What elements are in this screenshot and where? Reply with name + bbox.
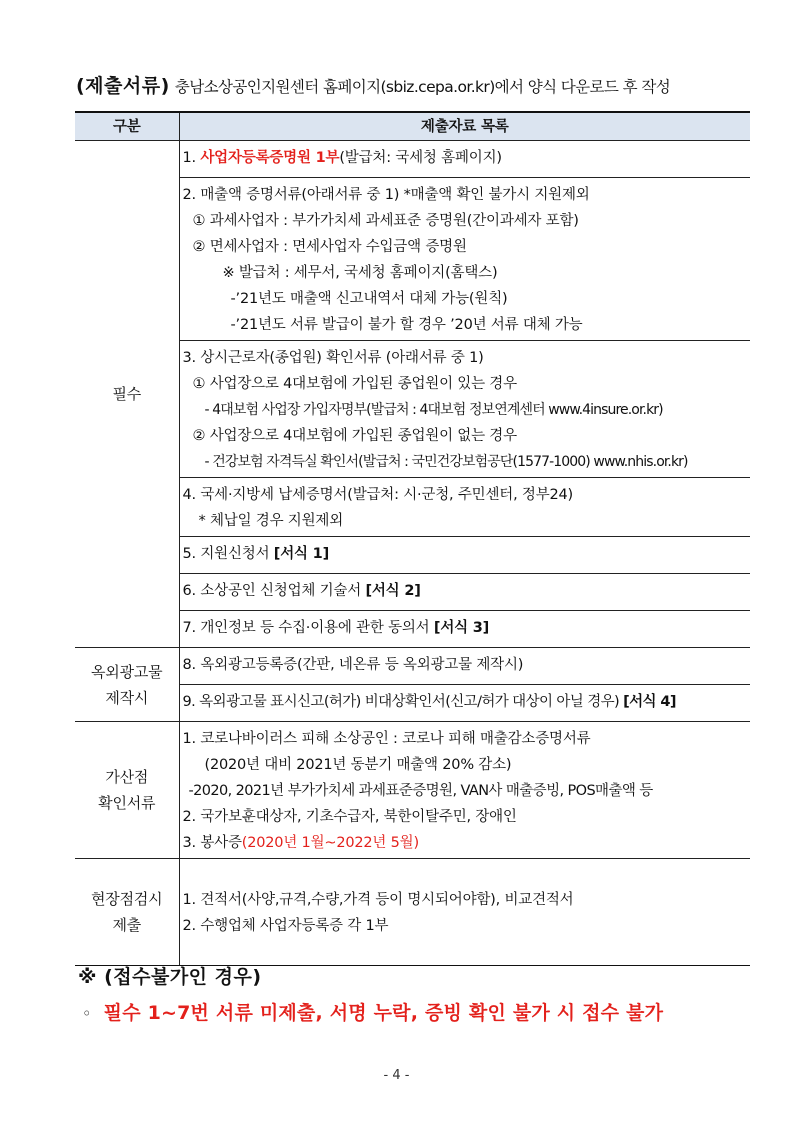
category-required: 필수 xyxy=(75,141,179,648)
table-row xyxy=(75,648,750,685)
item-6 xyxy=(179,574,750,611)
item-1 xyxy=(179,141,750,178)
item-4 xyxy=(179,478,750,537)
bonus-line2: (2020년 대비 2021년 동분기 매출액 20% 감소) xyxy=(204,757,512,773)
table-row xyxy=(75,859,750,966)
category-onsite-line2: 제출 xyxy=(112,916,142,934)
page-number: - 4 - xyxy=(383,1068,410,1083)
item-4-line2: * 체납일 경우 지원제외 xyxy=(198,513,344,529)
item-6-text: 6. 소상공인 신청업체 기술서 xyxy=(182,583,366,599)
category-outdoor-line2: 제작시 xyxy=(105,688,149,707)
item-1-rest: (발급처: 국세청 홈페이지) xyxy=(339,150,502,166)
item-4-line1: 4. 국세·지방세 납세증명서(발급처: 시·군청, 주민센터, 정부24) xyxy=(182,487,574,503)
category-outdoor xyxy=(75,648,179,722)
item-8 xyxy=(179,648,750,685)
item-2-line3: ② 면세사업자 : 면세사업자 수입금액 증명원 xyxy=(192,239,467,255)
bonus-line4: 2. 국가보훈대상자, 기초수급자, 북한이탈주민, 장애인 xyxy=(182,809,517,825)
bonus-line3: -2020, 2021년 부가가치세 과세표준증명원, VAN사 매출증빙, POS매출액 등 xyxy=(188,783,653,799)
category-onsite-line1: 현장점검시 xyxy=(91,890,163,908)
item-8-text: 8. 옥외광고등록증(간판, 네온류 등 옥외광고물 제작시) xyxy=(182,657,524,673)
notice-text: 필수 1~7번 서류 미제출, 서명 누락, 증빙 확인 불가 시 접수 불가 xyxy=(103,1002,664,1024)
bonus-items xyxy=(179,722,750,859)
item-2 xyxy=(179,178,750,341)
item-9-form: [서식 4] xyxy=(623,694,676,710)
section-heading xyxy=(76,74,776,99)
item-5-form: [서식 1] xyxy=(273,546,330,562)
item-7-form: [서식 3] xyxy=(433,620,490,636)
item-3-line3: - 4대보험 사업장 가입자명부(발급처 : 4대보험 정보연계센터 www.4insure.or.kr) xyxy=(204,402,663,418)
item-2-line1: 2. 매출액 증명서류(아래서류 중 1) *매출액 확인 불가시 지원제외 xyxy=(182,187,590,203)
item-5-text: 5. 지원신청서 xyxy=(182,546,274,562)
bonus-line1: 1. 코로나바이러스 피해 소상공인 : 코로나 피해 매출감소증명서류 xyxy=(182,731,591,747)
category-bonus-line2: 확인서류 xyxy=(98,794,156,812)
category-onsite xyxy=(75,859,179,966)
item-9 xyxy=(179,685,750,722)
item-9-text: 9. 옥외광고물 표시신고(허가) 비대상확인서(신고/허가 대상이 아닐 경우) xyxy=(182,694,624,710)
item-5 xyxy=(179,537,750,574)
bullet-icon: ◦ xyxy=(82,1004,92,1023)
item-2-line5: -’21년도 매출액 신고내역서 대체 가능(원칙) xyxy=(230,291,508,307)
item-1-prefix: 1. xyxy=(182,150,201,166)
item-1-highlight: 사업자등록증명원 1부 xyxy=(200,150,340,166)
item-3 xyxy=(179,341,750,478)
bonus-line5-period: (2020년 1월~2022년 5월) xyxy=(241,835,419,851)
bonus-line5-prefix: 3. 봉사증 xyxy=(182,835,242,851)
documents-table xyxy=(75,111,750,966)
header-category: 구분 xyxy=(75,112,179,141)
table-header-row xyxy=(75,112,750,141)
notice-body xyxy=(82,998,663,1025)
item-3-line5: - 건강보험 자격득실 확인서(발급처 : 국민건강보험공단(1577-1000) www.nhis.or.kr) xyxy=(204,454,688,470)
item-3-line1: 3. 상시근로자(종업원) 확인서류 (아래서류 중 1) xyxy=(182,350,484,366)
header-documents: 제출자료 목록 xyxy=(179,112,750,141)
item-2-line4: ※ 발급처 : 세무서, 국세청 홈페이지(홈택스) xyxy=(222,265,498,281)
table-row xyxy=(75,141,750,178)
category-bonus-line1: 가산점 xyxy=(105,768,149,786)
item-2-line6: -’21년도 서류 발급이 불가 할 경우 ’20년 서류 대체 가능 xyxy=(230,317,583,333)
item-2-line2: ① 과세사업자 : 부가가치세 과세표준 증명원(간이과세자 포함) xyxy=(192,213,579,229)
item-3-line4: ② 사업장으로 4대보험에 가입된 종업원이 없는 경우 xyxy=(192,428,517,444)
onsite-line2: 2. 수행업체 사업자등록증 각 1부 xyxy=(182,918,389,934)
item-6-form: [서식 2] xyxy=(365,583,421,599)
heading-text: 충남소상공인지원센터 홈페이지(sbiz.cepa.or.kr)에서 양식 다운로드 후 작성 xyxy=(174,78,671,96)
onsite-items xyxy=(179,859,750,966)
onsite-line1: 1. 견적서(사양,규격,수량,가격 등이 명시되어야함), 비교견적서 xyxy=(182,892,574,908)
category-outdoor-line1: 옥외광고물 xyxy=(91,662,163,681)
heading-label: (제출서류) xyxy=(76,75,170,97)
item-7 xyxy=(179,611,750,648)
item-3-line2: ① 사업장으로 4대보험에 가입된 종업원이 있는 경우 xyxy=(192,376,517,392)
item-7-text: 7. 개인정보 등 수집·이용에 관한 동의서 xyxy=(182,620,434,636)
category-bonus xyxy=(75,722,179,859)
table-row xyxy=(75,722,750,859)
notice-title: ※ (접수불가인 경우) xyxy=(78,966,262,988)
